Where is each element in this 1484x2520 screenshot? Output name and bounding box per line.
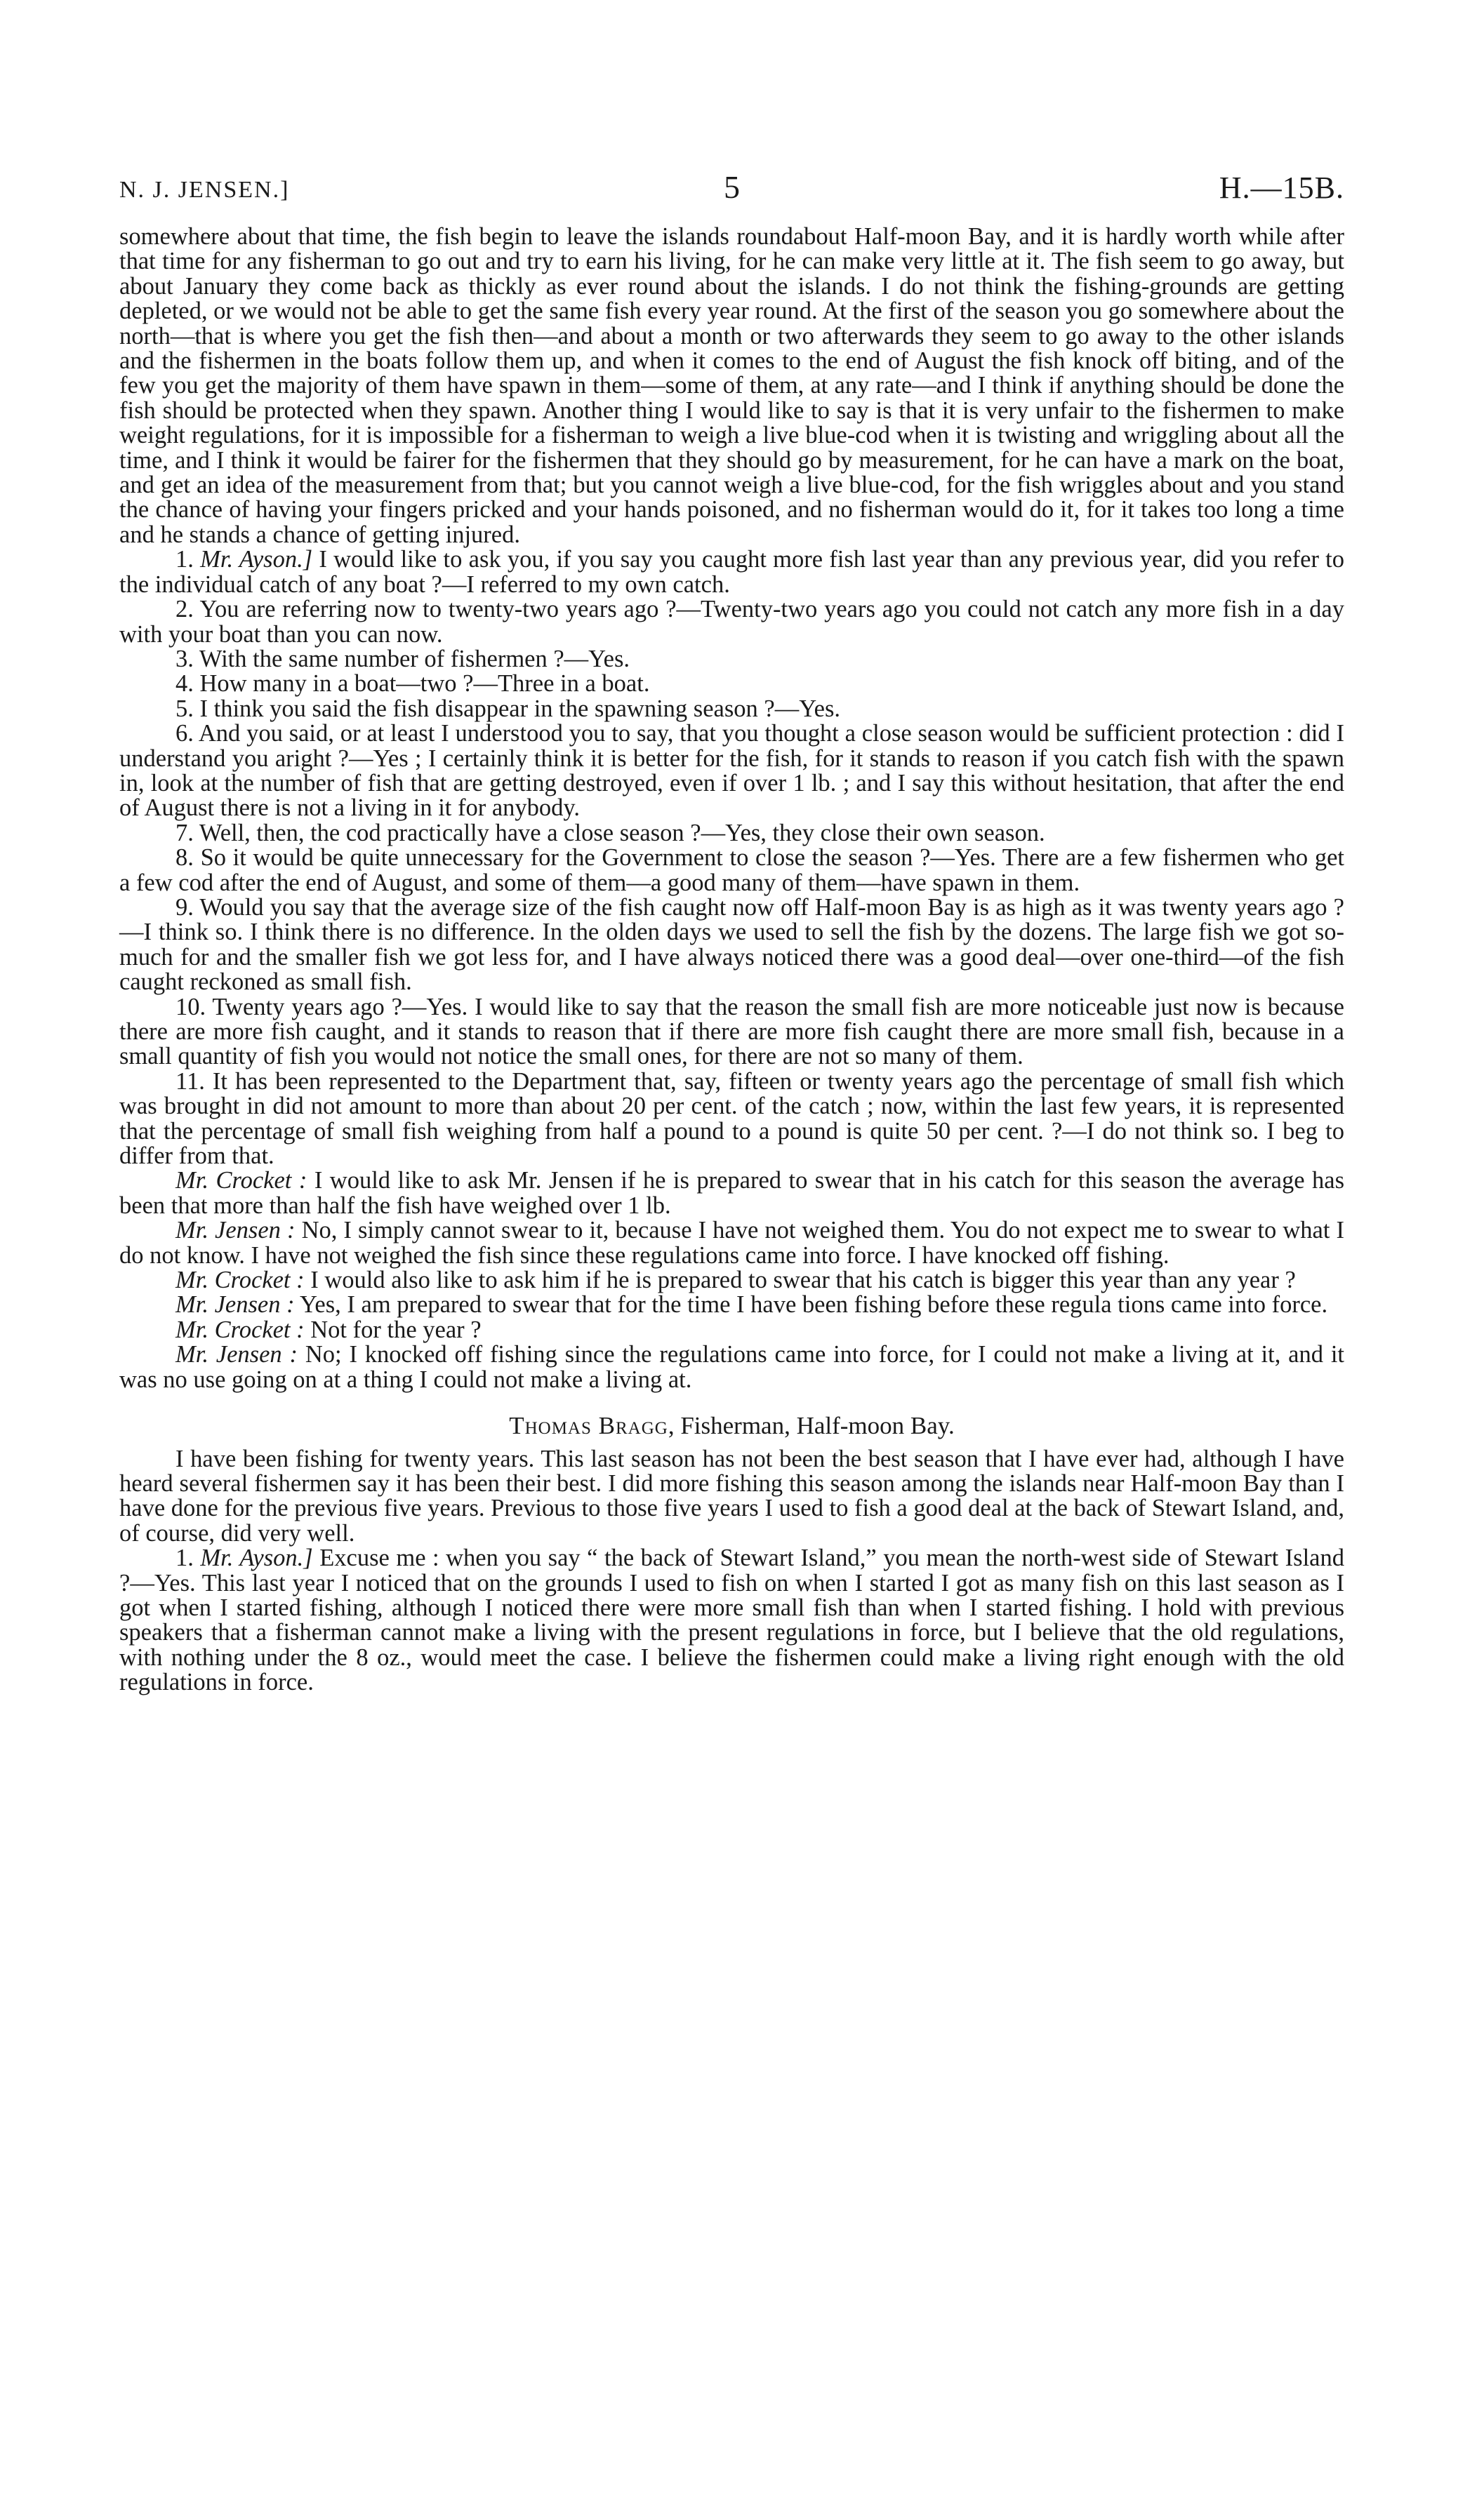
paragraph: I have been fishing for twenty years. This last season has not been the best season that I have ever had, although I have heard several fishermen say it has been their best. I did more fishing this season among the islands near Half-moon Bay than I have done for the previous five years. Previous to those five years I used to fish a good deal at the back of Stewart Island, and, of course, did very well. [119,1445,1344,1547]
question-5: 5. I think you said the fish disappear in the spawning season ?—Yes. [175,695,841,722]
page-header [119,168,1344,225]
question-4: 4. How many in a boat—two ?—Three in a boat. [175,670,650,698]
exchange-jensen: Mr. Jensen : Yes, I am prepared to swear that for the time I have been fishing before these regula tions came into force. [175,1291,1328,1319]
question-7: 7. Well, then, the cod practically have a close season ?—Yes, they close their own season. [175,819,1045,846]
question-2: 2. You are referring now to twenty-two years ago ?—Twenty-two years ago you could not catch any more fish in a day with your boat than you can now. [119,596,1344,648]
document-body [119,225,1344,1695]
exchange-crocket: Mr. Crocket : I would also like to ask him if he is prepared to swear that his catch is bigger this year than any year ? [175,1267,1296,1294]
question-1: 1. Mr. Ayson.] Excuse me : when you say “ the back of Stewart Island,” you mean the north-west side of Stewart Island ?—Yes. This last year I noticed that on the grounds I used to fish on when I started I got as many fish on this last season as I got when I started fishing, although I noticed there were more small fish than when I started fishing. I hold with previous speakers that a fisherman cannot make a living with the present regulations in force, but I believe that the old regulations, with nothing under the 8 oz., would meet the case. I believe the fishermen could make a living right enough with the old regulations in force. [119,1545,1344,1696]
exchange-crocket: Mr. Crocket : I would like to ask Mr. Jensen if he is prepared to swear that in his catch for this season the average has been that more than half the fish have weighed over 1 lb. [119,1167,1345,1219]
question-10: 10. Twenty years ago ?—Yes. I would like to say that the reason the small fish are more noticeable just now is because there are more fish caught, and it stands to reason that if there are more fish caught there are more small fish, because in a small quantity of fish you would not notice the small ones, for there are not so many of them. [119,993,1344,1070]
document-page [119,168,1344,1695]
exchange-jensen: Mr. Jensen : No, I simply cannot swear to it, because I have not weighed them. You do not expect me to swear to what I do not know. I have not weighed the fish since these regulations came into force. I have knocked off fishing. [119,1217,1344,1269]
question-11: 11. It has been represented to the Department that, say, fifteen or twenty years ago the percentage of small fish which was brought in did not amount to more than about 20 per cent. of the catch ; now, within the last few years, it is represented that the percentage of small fish weighing from half a pound to a pound is quite 50 per cent. ?—I do not think so. I beg to differ from that. [119,1067,1345,1170]
page-number: 5 [724,169,740,205]
exchange-crocket: Mr. Crocket : Not for the year ? [175,1316,482,1343]
header-left: N. J. JENSEN.] [119,177,290,203]
question-9: 9. Would you say that the average size of the fish caught now off Half-moon Bay is as high as it was twenty years ago ?—I think so. I think there is no difference. In the olden days we used to sell the fish by the dozens. The large fish we got so-much for and the smaller fish we got less for, and I have always noticed there was a good deal—over one-third—of the fish caught reckoned as small fish. [119,893,1344,996]
witness-heading: Thomas Bragg, Fisherman, Half-moon Bay. [509,1412,955,1440]
question-1: 1. Mr. Ayson.] I would like to ask you, if you say you caught more fish last year than any previous year, did you refer to the individual catch of any boat ?—I referred to my own catch. [119,546,1345,598]
question-3: 3. With the same number of fishermen ?—Yes. [175,645,630,672]
question-8: 8. So it would be quite unnecessary for the Government to close the season ?—Yes. There are a few fishermen who get a few cod after the end of August, and some of them—a good many of them—have spawn in them. [119,844,1344,896]
document-reference: H.—15B. [1219,171,1344,205]
paragraph: somewhere about that time, the fish begin to leave the islands roundabout Half-moon Bay, and it is hardly worth while after that time for any fisherman to go out and try to earn his living, for he can make very little at it. The fish seem to go away, but about January they come back as thickly as ever round about the islands. I do not think the fishing-grounds are getting depleted, or we would not be able to get the same fish every year round. At the first of the season you go somewhere about the north—that is where you get the fish then—and about a month or two afterwards they seem to go away to the other islands and the fishermen in the boats follow them up, and when it comes to the end of August the fish knock off biting, and of the few you get the majority of them have spawn in them—some of them, at any rate—and I think if anything should be done the fish should be protected when they spawn. Another thing I would like to say is that it is very unfair to the fishermen to make weight regulations, for it is impossible for a fisherman to weigh a live blue-cod when it is twisting and wriggling about all the time, and I think it would be fairer for the fishermen that they should go by measurement, for he can have a mark on the boat, and get an idea of the measurement from that; but you cannot weigh a live blue-cod, for the fish wriggles about and you stand the chance of having your fingers pricked and your hands poisoned, and no fisherman would do it, for it takes too long a time and he stands a chance of getting injured. [119,223,1344,548]
question-6: 6. And you said, or at least I understood you to say, that you thought a close season would be sufficient protection : did I understand you aright ?—Yes ; I certainly think it is better for the fish, for it stands to reason if you catch fish with the spawn in, look at the number of fish that are getting destroyed, even if over 1 lb. ; and I say this without hesitation, that after the end of August there is not a living in it for anybody. [119,720,1344,822]
exchange-jensen: Mr. Jensen : No; I knocked off fishing since the regulations came into force, for I could not make a living at it, and it was no use going on at a thing I could not make a living at. [119,1341,1344,1393]
